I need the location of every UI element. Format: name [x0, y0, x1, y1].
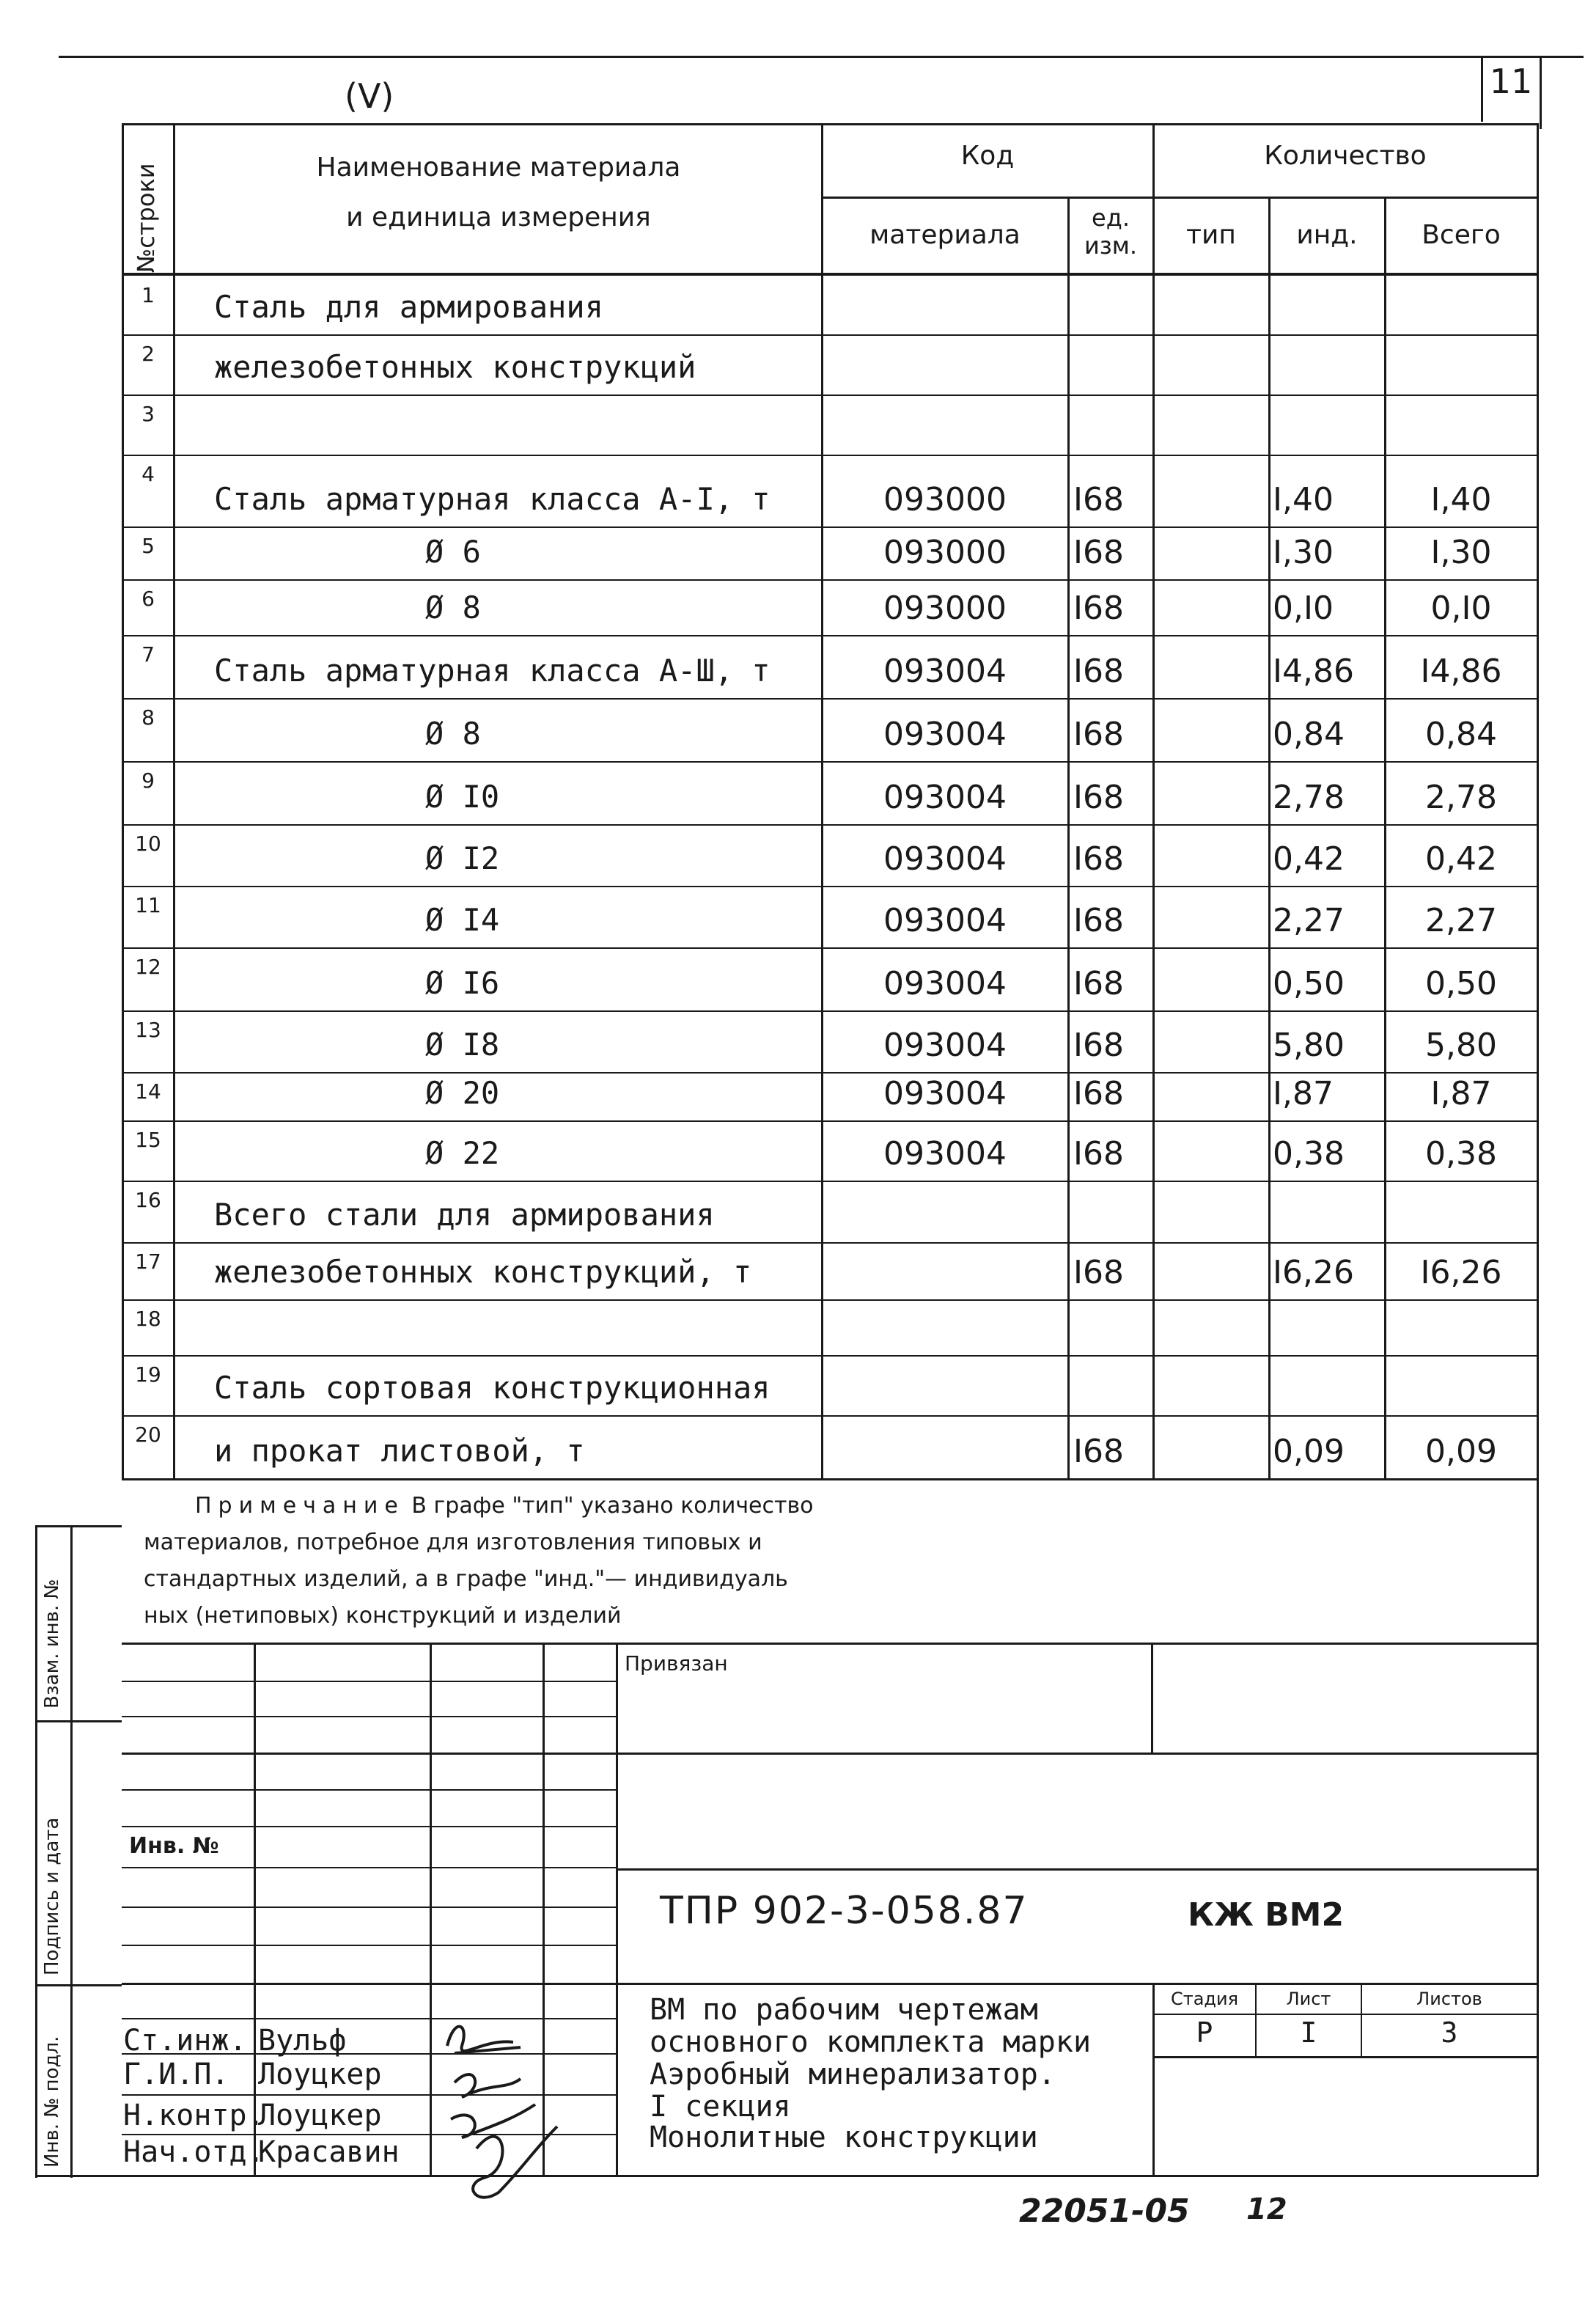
person-4-name: Красавин — [258, 2135, 400, 2169]
row-unit: I68 — [1073, 1254, 1124, 1291]
top-border — [59, 56, 1584, 58]
side-mid — [70, 1525, 73, 2178]
row-number: 15 — [135, 1128, 161, 1152]
row-ind: 0,I0 — [1273, 590, 1334, 627]
person-4-role: Нач.отд. — [123, 2135, 265, 2169]
tb-stage-left — [1152, 1983, 1155, 2176]
side-div2 — [35, 1984, 122, 1986]
sheets-label: Листов — [1416, 1989, 1482, 2009]
row-ind: 2,78 — [1273, 779, 1345, 816]
row-ind: 0,38 — [1273, 1135, 1345, 1172]
row-divider — [122, 579, 1537, 581]
row-total: 0,84 — [1425, 716, 1497, 753]
note-line2: материалов, потребное для изготовления типовых и — [144, 1530, 762, 1555]
row-number: 9 — [141, 768, 155, 793]
row-total: 2,78 — [1425, 779, 1497, 816]
person-2-role: Г.И.П. — [123, 2058, 229, 2091]
row-name: Ø I6 — [425, 965, 500, 1001]
row-name: и прокат листовой, т — [214, 1433, 585, 1469]
row-ind: I6,26 — [1273, 1254, 1354, 1291]
row-total: I,30 — [1430, 534, 1492, 571]
row-name: Ø 8 — [425, 716, 481, 752]
row-unit: I68 — [1073, 1027, 1124, 1064]
row-number: 13 — [135, 1018, 161, 1042]
row-name: железобетонных конструкций, т — [214, 1254, 752, 1290]
person-1-name: Вульф — [258, 2024, 347, 2058]
side-div1 — [35, 1720, 122, 1722]
bottom-doc-number: 22051-05 — [1019, 2192, 1190, 2230]
person-2-name: Лоуцкер — [258, 2058, 382, 2091]
row-total: I,40 — [1430, 481, 1492, 518]
row-divider — [122, 761, 1537, 763]
header-row-no: №строки — [132, 163, 160, 273]
row-number: 14 — [135, 1079, 161, 1104]
table-right — [1537, 123, 1539, 2176]
row-divider — [122, 1072, 1537, 1074]
row-ind: I,40 — [1273, 481, 1334, 518]
row-number: 6 — [141, 587, 155, 611]
signatures — [433, 2002, 594, 2207]
header-qty-type: тип — [1186, 220, 1236, 250]
stage-value: Р — [1196, 2016, 1213, 2049]
row-name: Ø I4 — [425, 902, 500, 938]
row-unit: I68 — [1073, 1075, 1124, 1112]
tb-row-a — [122, 1681, 616, 1682]
table-left — [122, 123, 124, 1480]
tb-col4 — [616, 1643, 618, 2176]
row-number: 11 — [135, 893, 161, 917]
person-1-role: Ст.инж. — [123, 2024, 247, 2058]
row-total: 0,50 — [1425, 965, 1497, 1002]
tb-row-d — [122, 1826, 616, 1827]
row-code: 093004 — [883, 716, 1007, 753]
row-ind: I4,86 — [1273, 653, 1354, 690]
row-number: 7 — [141, 642, 155, 667]
col-unit-right — [1152, 123, 1155, 1480]
row-divider — [122, 526, 1537, 528]
row-ind: 2,27 — [1273, 902, 1345, 939]
row-divider — [122, 635, 1537, 636]
header-mid — [821, 197, 1537, 199]
row-ind: I,30 — [1273, 534, 1334, 571]
header-code-material: материала — [869, 220, 1021, 250]
note-line3: стандартных изделий, а в графе "инд."— индивидуаль — [144, 1566, 788, 1592]
row-total: 5,80 — [1425, 1027, 1497, 1064]
row-code: 093000 — [883, 590, 1007, 627]
row-name: Всего стали для армирования — [214, 1197, 715, 1233]
person-3-role: Н.контр. — [123, 2099, 265, 2132]
note-line1 — [195, 1493, 814, 1519]
row-code: 093004 — [883, 1027, 1007, 1064]
row-name: железобетонных конструкций — [214, 349, 696, 385]
row-code: 093004 — [883, 779, 1007, 816]
header-code: Код — [960, 141, 1015, 171]
row-total: 0,09 — [1425, 1433, 1497, 1470]
row-unit: I68 — [1073, 534, 1124, 571]
row-name: Ø 8 — [425, 590, 481, 625]
side-top — [35, 1525, 122, 1527]
row-number: 18 — [135, 1307, 161, 1331]
header-qty-total: Всего — [1422, 220, 1501, 250]
side-bottom — [35, 2175, 1538, 2177]
row-total: I6,26 — [1420, 1254, 1502, 1291]
person-3-name: Лоуцкер — [258, 2099, 382, 2132]
row-name: Ø I2 — [425, 840, 500, 876]
header-bottom — [122, 273, 1537, 276]
row-code: 093004 — [883, 1075, 1007, 1112]
note-line4: ных (нетиповых) конструкций и изделий — [144, 1603, 622, 1629]
col-tip-right — [1268, 198, 1270, 1480]
inv-no-label: Инв. № — [129, 1833, 219, 1859]
row-unit: I68 — [1073, 902, 1124, 939]
tb-row-f — [122, 1907, 616, 1908]
header-unit-1: ед. — [1092, 204, 1130, 232]
row-divider — [122, 698, 1537, 700]
row-number: 19 — [135, 1362, 161, 1387]
row-ind: I,87 — [1273, 1075, 1334, 1112]
row-divider — [122, 1181, 1537, 1182]
row-code: 093004 — [883, 840, 1007, 878]
sheet-value: I — [1300, 2016, 1317, 2049]
header-unit-2: изм. — [1084, 232, 1138, 260]
side-inv-label: Инв. № подл. — [41, 2036, 63, 2168]
tb-row-g — [122, 1945, 616, 1946]
row-divider — [122, 1242, 1537, 1244]
row-name: Сталь для армирования — [214, 289, 604, 325]
tb-code-bottom — [122, 1983, 1537, 1985]
side-left — [35, 1525, 37, 2178]
row-total: I4,86 — [1420, 653, 1502, 690]
row-number: 12 — [135, 955, 161, 979]
row-unit: I68 — [1073, 590, 1124, 627]
side-podpis-label: Подпись и дата — [41, 1817, 63, 1975]
row-number: 4 — [141, 462, 155, 486]
header-quantity: Количество — [1264, 141, 1427, 171]
tb-stage-row2 — [1152, 2056, 1537, 2058]
row-ind: 0,50 — [1273, 965, 1345, 1002]
row-number: 3 — [141, 402, 155, 426]
row-name: Сталь сортовая конструкционная — [214, 1370, 771, 1406]
row-unit: I68 — [1073, 1135, 1124, 1172]
row-total: 0,I0 — [1430, 590, 1492, 627]
row-total: 2,27 — [1425, 902, 1497, 939]
row-name: Ø 22 — [425, 1135, 500, 1171]
tb-row-b — [122, 1716, 616, 1717]
tb-row-c — [122, 1789, 616, 1791]
row-name: Сталь арматурная класса А-Ш, т — [214, 653, 771, 689]
row-unit: I68 — [1073, 779, 1124, 816]
row-number: 17 — [135, 1249, 161, 1274]
header-name-line1: Наименование материала — [316, 153, 681, 183]
row-code: 093004 — [883, 653, 1007, 690]
row-divider — [122, 1299, 1537, 1301]
row-name: Ø 20 — [425, 1075, 500, 1111]
title-line2: основного комплекта марки — [650, 2025, 1092, 2059]
sheet-number: 11 — [1489, 62, 1533, 101]
row-divider — [122, 824, 1537, 826]
row-divider — [122, 1415, 1537, 1417]
row-code: 093000 — [883, 534, 1007, 571]
row-ind: 0,84 — [1273, 716, 1345, 753]
doc-code: ТПР 902-3-058.87 — [660, 1889, 1029, 1933]
row-unit: I68 — [1073, 653, 1124, 690]
row-divider — [122, 334, 1537, 336]
row-total: 0,42 — [1425, 840, 1497, 878]
row-number: 1 — [141, 283, 155, 307]
bottom-page-number: 12 — [1246, 2192, 1287, 2226]
tb-privyazan-right — [1151, 1643, 1153, 1753]
row-unit: I68 — [1073, 481, 1124, 518]
title-line3: Аэробный минерализатор. — [650, 2058, 1056, 2091]
doc-mark: КЖ ВМ2 — [1188, 1896, 1345, 1934]
tb-top — [122, 1643, 1537, 1645]
row-ind: 0,42 — [1273, 840, 1345, 878]
row-code: 093004 — [883, 1135, 1007, 1172]
row-divider — [122, 1355, 1537, 1357]
row-ind: 5,80 — [1273, 1027, 1345, 1064]
privyazan-label: Привязан — [625, 1651, 728, 1676]
row-number: 16 — [135, 1188, 161, 1212]
table-top — [122, 123, 1537, 125]
sheet-number-box-right — [1540, 56, 1542, 129]
row-divider — [122, 1120, 1537, 1122]
stage-label: Стадия — [1170, 1989, 1239, 2009]
row-name: Сталь арматурная класса А-I, т — [214, 481, 771, 517]
row-code: 093004 — [883, 902, 1007, 939]
header-name-line2: и единица измерения — [346, 202, 651, 232]
row-unit: I68 — [1073, 716, 1124, 753]
tb-row-e — [122, 1867, 616, 1868]
row-code: 093004 — [883, 965, 1007, 1002]
row-divider — [122, 1010, 1537, 1012]
row-divider — [122, 394, 1537, 396]
tb-privyazan-bottom — [122, 1753, 1537, 1755]
row-unit: I68 — [1073, 1433, 1124, 1470]
sheets-value: 3 — [1441, 2016, 1458, 2049]
note-line1-text: В графе "тип" указано количество — [411, 1493, 814, 1519]
row-divider — [122, 455, 1537, 456]
revision-mark: (V) — [345, 76, 394, 116]
row-name: Ø I8 — [425, 1027, 500, 1063]
header-qty-ind: инд. — [1296, 220, 1358, 250]
col-code-right — [1067, 198, 1070, 1480]
row-divider — [122, 886, 1537, 887]
row-number: 5 — [141, 534, 155, 558]
row-ind: 0,09 — [1273, 1433, 1345, 1470]
title-line5: Монолитные конструкции — [650, 2121, 1038, 2154]
title-line1: ВМ по рабочим чертежам — [650, 1993, 1038, 2027]
row-name: Ø I0 — [425, 779, 500, 815]
row-number: 2 — [141, 342, 155, 366]
sheet-label: Лист — [1286, 1989, 1331, 2009]
row-unit: I68 — [1073, 965, 1124, 1002]
tb-col2 — [430, 1643, 432, 2176]
row-unit: I68 — [1073, 840, 1124, 878]
tb-stage-row1 — [1152, 2014, 1537, 2015]
row-total: I,87 — [1430, 1075, 1492, 1112]
row-total: 0,38 — [1425, 1135, 1497, 1172]
table-bottom — [122, 1478, 1537, 1480]
tb-code-top — [616, 1868, 1537, 1871]
row-number: 20 — [135, 1423, 161, 1447]
row-code: 093000 — [883, 481, 1007, 518]
tb-col1 — [254, 1643, 256, 2176]
col-rowno-right — [173, 123, 175, 1480]
row-number: 8 — [141, 705, 155, 730]
row-number: 10 — [135, 832, 161, 856]
note-label: Примечание — [195, 1493, 405, 1519]
side-vzam-label: Взам. инв. № — [41, 1579, 63, 1709]
row-name: Ø 6 — [425, 534, 481, 570]
title-line4: I секция — [650, 2090, 791, 2124]
row-divider — [122, 947, 1537, 949]
